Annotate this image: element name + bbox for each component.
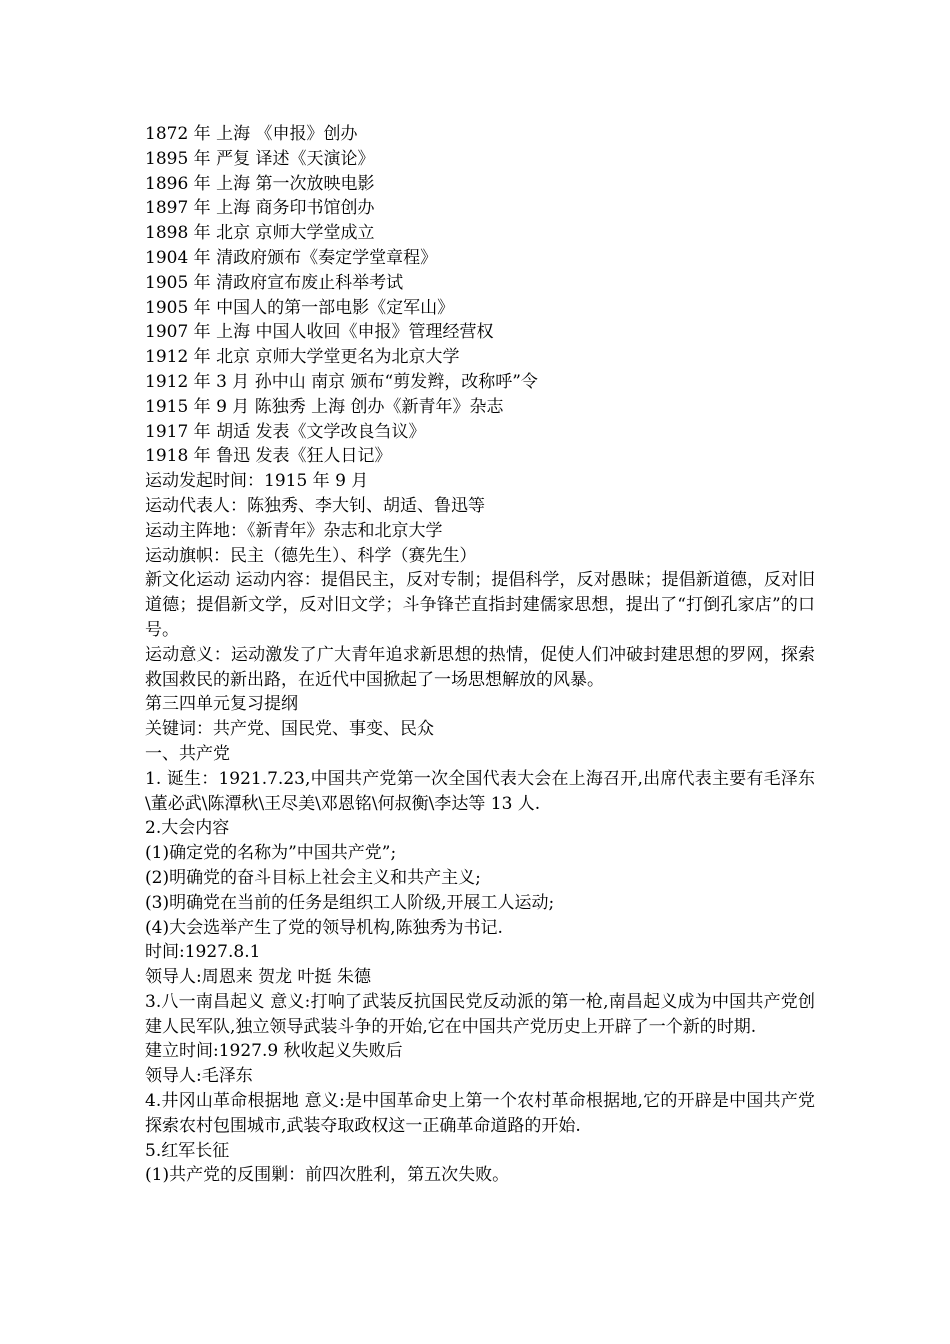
timeline-entry: 1912 年 3 月 孙中山 南京 颁布“剪发辫，改称呼”令 [145, 371, 538, 392]
long-march-title: 5.红军长征 [145, 1140, 230, 1161]
timeline-entry: 1872 年 上海 《申报》创办 [145, 124, 358, 144]
section-heading: 一、共产党 [145, 743, 230, 764]
document-page [145, 122, 815, 1188]
party-birth: 1. 诞生：1921.7.23,中国共产党第一次全国代表大会在上海召开,出席代表主要有毛泽东\董必武\陈潭秋\王尽美\邓恩铭\何叔衡\李达等 13 人. [145, 768, 815, 814]
movement-start-time: 运动发起时间：1915 年 9 月 [145, 471, 369, 492]
congress-item: (2)明确党的奋斗目标上社会主义和共产主义; [145, 867, 481, 888]
timeline-entry: 1897 年 上海 商务印书馆创办 [145, 198, 375, 219]
nanchang-uprising: 3.八一南昌起义 意义:打响了武装反抗国民党反动派的第一枪,南昌起义成为中国共产党创建人民军队,独立领导武装斗争的开始,它在中国共产党历史上开辟了一个新的时期. [145, 991, 815, 1037]
jinggangshan-base: 4.井冈山革命根据地 意义:是中国革命史上第一个农村革命根据地,它的开辟是中国共产党探索农村包围城市,武装夺取政权这一正确革命道路的开始. [145, 1091, 815, 1136]
congress-item: (3)明确党在当前的任务是组织工人阶级,开展工人运动; [145, 892, 555, 913]
jinggangshan-time: 建立时间:1927.9 秋收起义失败后 [145, 1041, 403, 1062]
long-march-item: (1)共产党的反围剿：前四次胜利，第五次失败。 [145, 1165, 510, 1186]
movement-base: 运动主阵地：《新青年》杂志和北京大学 [145, 520, 443, 541]
timeline-entry: 1918 年 鲁迅 发表《狂人日记》 [145, 446, 392, 467]
movement-banner: 运动旗帜：民主（德先生）、科学（赛先生） [145, 545, 477, 566]
timeline-entry: 1896 年 上海 第一次放映电影 [145, 173, 375, 194]
timeline-entry: 1915 年 9 月 陈独秀 上海 创办《新青年》杂志 [145, 396, 504, 417]
movement-representatives: 运动代表人：陈独秀、李大钊、胡适、鲁迅等 [145, 495, 485, 516]
movement-significance: 运动意义：运动激发了广大青年追求新思想的热情，促使人们冲破封建思想的罗网，探索救国救民的新出路，在近代中国掀起了一场思想解放的风暴。 [145, 644, 815, 690]
timeline-entry: 1907 年 上海 中国人收回《申报》管理经营权 [145, 322, 494, 343]
timeline-entry: 1905 年 清政府宣布废止科举考试 [145, 272, 404, 293]
timeline-entry: 1905 年 中国人的第一部电影《定军山》 [145, 297, 455, 318]
review-title: 第三四单元复习提纲 [145, 694, 298, 715]
timeline-entry: 1895 年 严复 译述《天演论》 [145, 148, 375, 169]
jinggangshan-leader: 领导人:毛泽东 [145, 1066, 253, 1087]
keywords: 关键词：共产党、国民党、事变、民众 [145, 719, 434, 740]
nanchang-time: 时间:1927.8.1 [145, 942, 261, 963]
congress-title: 2.大会内容 [145, 818, 230, 839]
timeline-entry: 1898 年 北京 京师大学堂成立 [145, 223, 375, 244]
timeline-entry: 1912 年 北京 京师大学堂更名为北京大学 [145, 347, 460, 368]
movement-content: 新文化运动 运动内容：提倡民主，反对专制；提倡科学，反对愚昧；提倡新道德，反对旧道德；提倡新文学，反对旧文学；斗争锋芒直指封建儒家思想，提出了“打倒孔家店”的口号。 [145, 570, 815, 640]
timeline-entry: 1917 年 胡适 发表《文学改良刍议》 [145, 421, 426, 442]
timeline-entry: 1904 年 清政府颁布《奏定学堂章程》 [145, 247, 438, 268]
nanchang-leaders: 领导人:周恩来 贺龙 叶挺 朱德 [145, 967, 371, 988]
congress-item: (1)确定党的名称为”中国共产党”; [145, 843, 397, 864]
congress-item: (4)大会选举产生了党的领导机构,陈独秀为书记. [145, 917, 503, 938]
